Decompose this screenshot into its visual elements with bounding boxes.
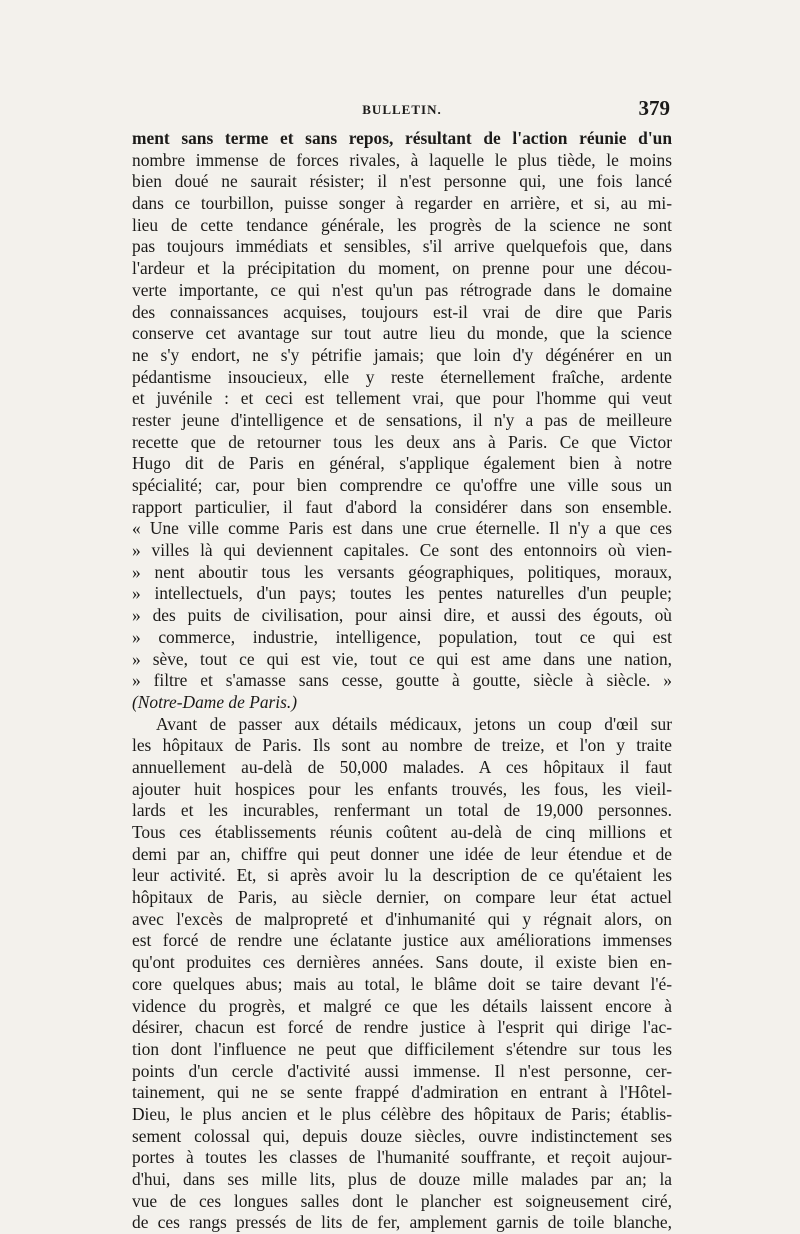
text-line: d'hui, dans ses mille lits, plus de douze mille malades par an; la [132, 1169, 672, 1189]
text-line: recette que de retourner tous les deux ans à Paris. Ce que Victor [132, 431, 672, 452]
text-line: rapport particulier, il faut d'abord la considérer dans son ensemble. [132, 496, 672, 517]
text-line: verte importante, ce qui n'est qu'un pas rétrograde dans le domaine [132, 279, 672, 300]
text-line: désirer, chacun est forcé de rendre justice à l'esprit qui dirige l'ac- [132, 1017, 672, 1038]
text-line: Avant de passer aux détails médicaux, jetons un coup d'œil sur [156, 713, 672, 734]
text-line: l'ardeur et la précipitation du moment, on prenne pour une décou- [132, 258, 672, 279]
text-line: les hôpitaux de Paris. Ils sont au nombre de treize, et l'on y traite [132, 735, 672, 756]
quote-line: » commerce, industrie, intelligence, population, tout ce qui est [132, 626, 672, 647]
text-line: portes à toutes les classes de l'humanité souffrante, et reçoit aujour- [132, 1147, 672, 1168]
text-line: demi par an, chiffre qui peut donner une idée de leur étendue et de [132, 843, 672, 864]
text-line: vue de ces longues salles dont le plancher est soigneusement ciré, [132, 1190, 672, 1211]
text-line: de ces rangs pressés de lits de fer, amplement garnis de toile blanche, [132, 1212, 672, 1233]
quote-line: » nent aboutir tous les versants géographiques, politiques, moraux, [132, 561, 672, 582]
page-number: 379 [638, 96, 670, 120]
text-line: Hugo dit de Paris en général, s'applique également bien à notre [132, 453, 672, 474]
text-line: est forcé de rendre une éclatante justice aux améliorations immenses [132, 930, 672, 951]
text-line: conserve cet avantage sur tout autre lieu du monde, que la science [132, 323, 672, 344]
text-line: bien doué ne saurait résister; il n'est personne qui, une fois lancé [132, 171, 672, 192]
citation: (Notre-Dame de Paris.) [132, 691, 298, 712]
text-line: hôpitaux de Paris, au siècle dernier, on compare leur état actuel [132, 887, 672, 908]
text-line: qu'ont produites ces dernières années. Sans doute, il existe bien en- [132, 952, 672, 973]
body-text [132, 128, 672, 1234]
text-line: tion dont l'influence ne peut que difficilement s'étendre sur tous les [132, 1038, 672, 1059]
text-line: vidence du progrès, et malgré ce que les détails laissent encore à [132, 995, 672, 1016]
text-line: nombre immense de forces rivales, à laquelle le plus tiède, le moins [132, 149, 672, 170]
text-line: sement colossal qui, depuis douze siècles, ouvre indistinctement ses [132, 1125, 672, 1146]
text-line: dans ce tourbillon, puisse songer à regarder en arrière, et si, au mi- [132, 193, 672, 214]
text-line: ajouter huit hospices pour les enfants trouvés, les fous, les vieil- [132, 778, 672, 799]
text-line: des connaissances acquises, toujours est-il vrai de dire que Paris [132, 301, 672, 322]
text-line: leur activité. Et, si après avoir lu la description de ce qu'étaient les [132, 865, 672, 886]
quote-line: » sève, tout ce qui est vie, tout ce qui est ame dans une nation, [132, 648, 672, 669]
text-line: spécialité; car, pour bien comprendre ce qu'offre une ville sous un [132, 475, 672, 495]
quote-line: « Une ville comme Paris est dans une crue éternelle. Il n'y a que ces [132, 518, 672, 539]
text-line: core quelques abus; mais au total, le blâme doit se taire devant l'é- [132, 973, 672, 994]
text-line: Tous ces établissements réunis coûtent au-delà de cinq millions et [132, 822, 672, 842]
text-line: ne s'y endort, ne s'y pétrifie jamais; que loin d'y dégénérer en un [132, 344, 672, 365]
text-line: pas toujours immédiats et sensibles, s'il arrive quelquefois que, dans [132, 236, 672, 257]
running-head [132, 96, 672, 124]
text-line: ment sans terme et sans repos, résultant de l'action réunie d'un [132, 128, 672, 148]
quote-line: » intellectuels, d'un pays; toutes les pentes naturelles d'un peuple; [132, 583, 672, 604]
quote-line: » filtre et s'amasse sans cesse, goutte à goutte, siècle à siècle. » [132, 670, 672, 691]
text-line: points d'un cercle d'activité aussi immense. Il n'est personne, cer- [132, 1060, 672, 1081]
text-line: avec l'excès de malpropreté et d'inhumanité qui y régnait alors, on [132, 908, 672, 929]
text-line: lards et les incurables, renfermant un total de 19,000 personnes. [132, 800, 672, 821]
text-line: pédantisme insoucieux, elle y reste éternellement fraîche, ardente [132, 366, 672, 387]
text-line: Dieu, le plus ancien et le plus célèbre des hôpitaux de Paris; établis- [132, 1103, 672, 1124]
text-line: tainement, qui ne se sente frappé d'admiration en entrant à l'Hôtel- [132, 1082, 672, 1103]
text-line: et juvénile : et ceci est tellement vrai, que pour l'homme qui veut [132, 388, 672, 409]
quote-line: » des puits de civilisation, pour ainsi dire, et aussi des égouts, où [132, 605, 672, 626]
running-head-title: BULLETIN. [362, 102, 442, 117]
text-line: lieu de cette tendance générale, les progrès de la science ne sont [132, 214, 672, 235]
quote-line: » villes là qui deviennent capitales. Ce sont des entonnoirs où vien- [132, 540, 672, 561]
text-line: annuellement au-delà de 50,000 malades. A ces hôpitaux il faut [132, 756, 672, 777]
text-line: rester jeune d'intelligence et de sensations, il n'y a pas de meilleure [132, 409, 672, 430]
